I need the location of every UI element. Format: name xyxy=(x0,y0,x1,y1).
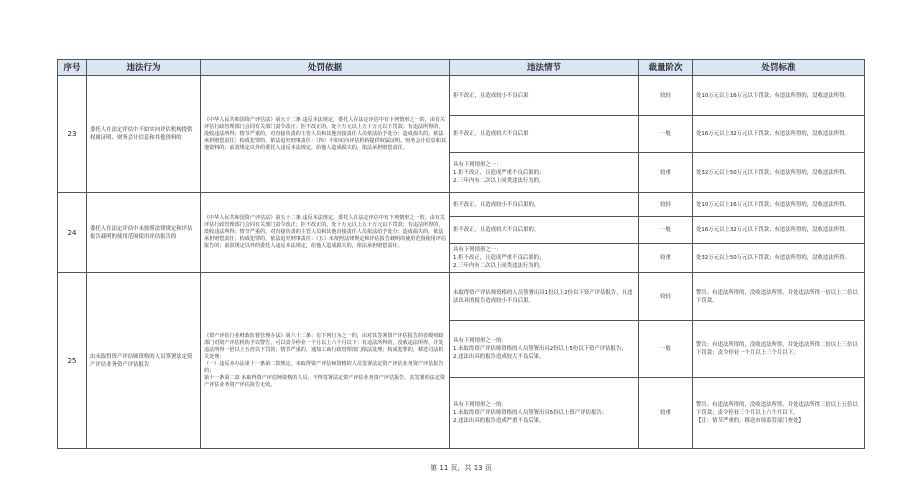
penalty-standard: 警告；有违法所得的，没收违法所得，并处违法所得二倍以上三倍以下罚款；责令停业一个月以上三个月以下。 xyxy=(693,321,865,378)
discretion-level: 较重 xyxy=(639,378,693,449)
header-basis: 处罚依据 xyxy=(201,60,450,76)
table-row xyxy=(58,273,865,321)
discretion-level: 一般 xyxy=(639,321,693,378)
circumstance: 拒不改正，且造成较大不良后果的。 xyxy=(450,217,639,244)
penalty-basis: 《中华人民共和国资产评估法》第五十二条 违反本法规定，委托人在法定评估中有下列情形之一的，由有关评估行政管理部门会同有关部门责令改正；拒不改正的，处十万元以上五十万元以下罚款；有违法所得的，没收违法所得；情节严重的，对直接负责的主管人员和其他直接责任人员依法给予处分；造成损失的，依法承担赔偿责任；构成犯罪的，依法追究刑事责任：（四）不如实向评估机构提供权属证明、财务会计信息和其他资料的；前款规定以外的委托人违反本法规定，给他人造成损失的，依法承担赔偿责任。 xyxy=(201,76,450,193)
penalty-standard: 处10万元以上16万元以下罚款；有违法所得的，没收违法所得。 xyxy=(693,193,865,217)
penalty-standard: 处32万元以上50万元以下罚款；有违法所得的，没收违法所得。 xyxy=(693,153,865,193)
circumstance: 具有下列情形之一： 1.拒不改正，且造成严重不良后果的； 2.三年内有二次以上同类违法行为的。 xyxy=(450,153,639,193)
violation-act: 委托人在法定评估中不如实向评估机构提供权属证明、财务会计信息和其他资料的 xyxy=(87,76,201,193)
violation-act: 由未取得资产评估师资格的人员签署法定资产评估业务资产评估报告 xyxy=(87,273,201,449)
penalty-standard: 警告；有违法所得的，没收违法所得，并处违法所得一倍以上二倍以下罚款。 xyxy=(693,273,865,321)
penalty-standard: 处10万元以上16万元以下罚款；有违法所得的，没收违法所得。 xyxy=(693,76,865,116)
circumstance: 具有下列情形之一： 1.拒不改正，且造成严重不良后果的； 2.三年内有二次以上同类违法行为的。 xyxy=(450,244,639,273)
header-standard: 处罚标准 xyxy=(693,60,865,76)
circumstance: 拒不改正，且造成较小不良后果 xyxy=(450,76,639,116)
table-row xyxy=(58,76,865,116)
header-row xyxy=(58,60,865,76)
circumstance: 具有下列情形之一的： 1.未取得资产评估师资格的人员签署出具2份以上5份以下资产评估报告； 2.违法出具的报告造成较大不良后果。 xyxy=(450,321,639,378)
discretion-level: 较重 xyxy=(639,153,693,193)
penalty-standard: 警告；有违法所得的，没收违法所得，并处违法所得三倍以上五倍以下罚款；责令停业三个月以上六个月以下。 【注：情节严重的，移送市场监管部门查处】 xyxy=(693,378,865,449)
discretion-level: 一般 xyxy=(639,217,693,244)
header-act: 违法行为 xyxy=(87,60,201,76)
page-footer: 第 11 页，共 13 页 xyxy=(430,464,492,472)
discretion-level: 较轻 xyxy=(639,193,693,217)
row-number: 24 xyxy=(58,193,87,273)
circumstance: 具有下列情形之一的： 1.未取得资产评估师资格的人员签署出具5份以上资产评估报告； 2.违法出具的报告造成严重不良后果。 xyxy=(450,378,639,449)
penalty-standard: 处16万元以上32万元以下罚款；有违法所得的，没收违法所得。 xyxy=(693,116,865,153)
row-number: 25 xyxy=(58,273,87,449)
penalty-basis: 《资产评估行业财政监督管理办法》第六十二条：有下列行为之一的，由对其签署资产评估报告的省级财政部门对资产评估机构予以警告，可以责令停业一个月以上六个月以下；有违法所得的，没收违法所得，并处违法所得一倍以上五倍以下罚款；情节严重的，通知工商行政管理部门依法处理；构成犯罪的，移送司法机关处理： （一）违反本办法第十一条第二款规定，未取得资产评估师资格的人员签署法定资产评估业务资产评估报告的； 第十一条第二款 未取得资产评估师资格的人员，不得签署法定资产评估业务资产评估报告，其签署的法定资产评估业务资产评估报告无效。 xyxy=(201,273,450,449)
penalty-table xyxy=(57,59,865,449)
circumstance: 拒不改正，且造成较大不良后果 xyxy=(450,116,639,153)
discretion-level: 较重 xyxy=(639,244,693,273)
circumstance: 拒不改正，且造成较小不良后果的。 xyxy=(450,193,639,217)
discretion-level: 较轻 xyxy=(639,76,693,116)
violation-act: 委托人在法定评估中未按照法律规定和评估报告载明的使用范围使用评估报告的 xyxy=(87,193,201,273)
circumstance: 未取得资产评估师资格的人员签署出具1份以上2份以下资产评估报告，且违法出具的报告造成较小不良后果。 xyxy=(450,273,639,321)
header-level: 裁量阶次 xyxy=(639,60,693,76)
penalty-standard: 处32万元以上50万元以下罚款；有违法所得的，没收违法所得。 xyxy=(693,244,865,273)
row-number: 23 xyxy=(58,76,87,193)
discretion-level: 一般 xyxy=(639,116,693,153)
table-row xyxy=(58,193,865,217)
header-no: 序号 xyxy=(58,60,87,76)
penalty-basis: 《中华人民共和国资产评估法》第五十二条 违反本法规定，委托人在法定评估中有下列情形之一的，由有关评估行政管理部门会同有关部门责令改正；拒不改正的，处十万元以上五十万元以下罚款；有违法所得的，没收违法所得；情节严重的，对直接负责的主管人员和其他直接责任人员依法给予处分；造成损失的，依法承担赔偿责任；构成犯罪的，依法追究刑事责任：（五）未按照法律规定和评估报告载明的使用范围使用评估报告的；前款规定以外的委托人违反本法规定，给他人造成损失的，依法承担赔偿责任。 xyxy=(201,193,450,273)
penalty-standard: 处16万元以上32万元以下罚款；有违法所得的，没收违法所得。 xyxy=(693,217,865,244)
discretion-level: 较轻 xyxy=(639,273,693,321)
header-circumstance: 违法情节 xyxy=(450,60,639,76)
